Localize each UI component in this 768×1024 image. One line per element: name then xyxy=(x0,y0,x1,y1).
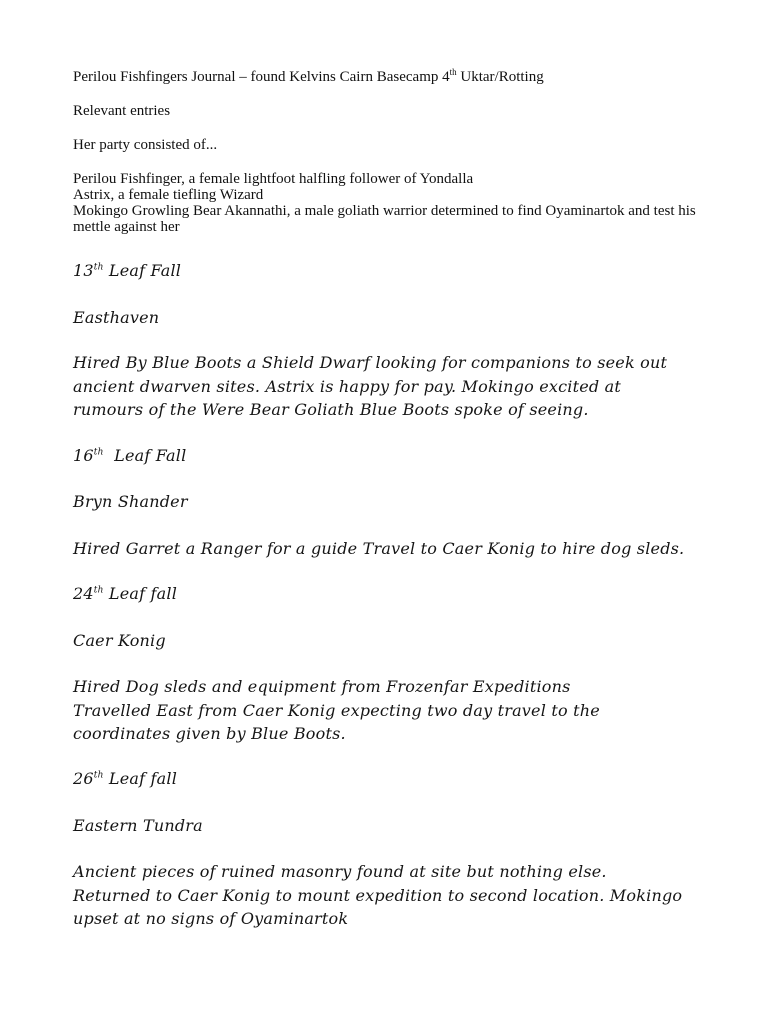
journal-title-sup: th xyxy=(449,67,457,77)
entry-date-month: Leaf Fall xyxy=(103,446,187,465)
journal-title-main: Perilou Fishfingers Journal – found Kelvins Cairn Basecamp 4 xyxy=(73,69,450,85)
entry-place: Eastern Tundra xyxy=(73,816,203,835)
entry-line: rumours of the Were Bear Goliath Blue Boots spoke of seeing. xyxy=(73,400,589,419)
entry-line: Hired Dog sleds and equipment from Frozenfar Expeditions xyxy=(73,677,571,696)
entry-date-sup: th xyxy=(93,770,104,781)
entry-date-sup: th xyxy=(93,585,104,596)
journal-title xyxy=(73,69,713,85)
entry-line: Travelled East from Caer Konig expecting two day travel to the xyxy=(73,700,600,720)
entry-date-month: Leaf fall xyxy=(103,584,178,603)
entry-line: coordinates given by Blue Boots. xyxy=(73,724,346,743)
party-member: Astrix, a female tiefling Wizard xyxy=(73,187,264,203)
entry-line: upset at no signs of Oyaminartok xyxy=(73,909,349,928)
entry-date-month: Leaf fall xyxy=(103,769,178,788)
entry-date-month: Leaf Fall xyxy=(103,261,182,280)
entry-line: ancient dwarven sites. Astrix is happy for pay. Mokingo excited at xyxy=(73,376,621,396)
entry-date-sup: th xyxy=(93,447,104,458)
entry-body xyxy=(73,351,713,422)
entry-place: Bryn Shander xyxy=(73,492,188,511)
entry-body xyxy=(73,860,713,931)
entry-date-day: 24 xyxy=(73,584,94,603)
party-member: Perilou Fishfinger, a female lightfoot halfling follower of Yondalla xyxy=(73,171,474,187)
entry-date-sup: th xyxy=(93,262,104,273)
entry-date xyxy=(73,767,713,791)
entry-line: Ancient pieces of ruined masonry found at site but nothing else. xyxy=(73,862,607,881)
entry-date xyxy=(73,259,713,283)
entry-date xyxy=(73,582,713,606)
entry-date-day: 13 xyxy=(73,261,94,280)
journal-title-tail: Uktar/Rotting xyxy=(456,69,544,85)
relevant-entries-label: Relevant entries xyxy=(73,103,171,119)
party-member-list xyxy=(73,171,713,235)
entry-line: Hired By Blue Boots a Shield Dwarf looking for companions to seek out xyxy=(73,353,668,372)
entry-place: Easthaven xyxy=(73,308,160,327)
entry-date-day: 16 xyxy=(73,446,94,465)
entry-body xyxy=(73,537,713,561)
entry-place: Caer Konig xyxy=(73,631,166,650)
party-intro: Her party consisted of... xyxy=(73,137,218,153)
entry-line: Returned to Caer Konig to mount expedition to second location. Mokingo xyxy=(73,885,683,905)
entry-date-day: 26 xyxy=(73,769,94,788)
entry-date xyxy=(73,444,713,468)
entry-body xyxy=(73,675,713,746)
entry-line: Hired Garret a Ranger for a guide Travel to Caer Konig to hire dog sleds. xyxy=(73,539,685,558)
party-member: Mokingo Growling Bear Akannathi, a male goliath warrior determined to find Oyaminartok and test his mettle against her xyxy=(73,203,696,235)
